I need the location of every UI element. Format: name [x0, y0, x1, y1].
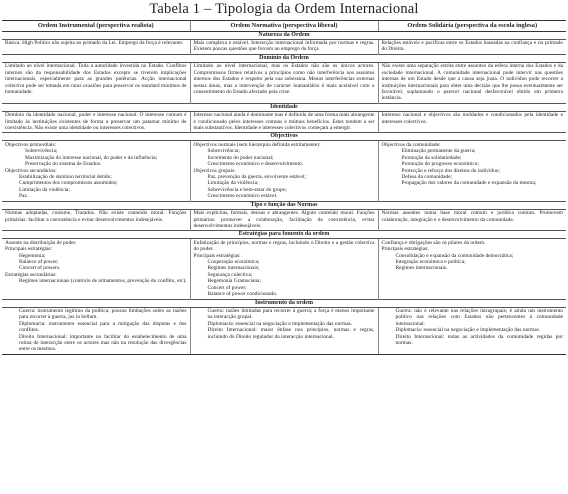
cell-line: Normas adoptadas, costume, Tratados. Não existe conteúdo moral. Funções primárias: facilitar a coexistência e evitar desenvolvimentos indesejáveis.	[5, 210, 187, 223]
table-cell	[378, 39, 566, 54]
table-cell	[2, 307, 190, 354]
cell-line: Consolidação e expansão da comunidade democrática;	[395, 252, 514, 259]
cell-line: Protecção e reforço dos direitos do indivíduo;	[401, 167, 501, 174]
table-row	[2, 239, 566, 299]
section-header-row	[2, 54, 566, 62]
cell-line: Principais estratégias:	[5, 246, 53, 253]
cell-line: Crescimento económico estável.	[207, 193, 278, 200]
table-cell	[190, 239, 378, 299]
table-row	[2, 39, 566, 54]
cell-line: Guerra: razões limitadas para recorrer à guerra; a força é menos importante na interacção grupal.	[207, 308, 375, 321]
cell-line: Diplomacia: instrumento essencial para a mitigação das disputas e dos conflitos.	[19, 320, 187, 334]
cell-line: Paz, prevenção da guerra, envolvente estável;	[207, 174, 306, 180]
cell-line: Maximização do interesse nacional, do poder e da influência;	[25, 154, 158, 161]
cell-line: Sobrevivência;	[207, 148, 240, 155]
cell-line: Direito Internacional: importante no facilitar do estabelecimento de uma rotina de interacção entre os actores mas não na resolução das divergências entre os mesmos.	[19, 333, 187, 353]
cell-line: Estratégias secundárias:	[5, 271, 57, 278]
cell-line: Propagação dos valores da comunidade e expansão da mesma;	[401, 180, 537, 187]
cell-line: Objectivos da comunidade:	[381, 141, 441, 148]
table-title: Tabela 1 – Tipologia da Ordem Internacional	[149, 1, 419, 17]
table-cell	[2, 239, 190, 299]
table-row	[2, 111, 566, 133]
table-body	[2, 31, 566, 354]
section-title: Domínio da Ordem	[2, 54, 566, 62]
table-cell	[190, 307, 378, 354]
table-cell	[190, 62, 378, 103]
table-row	[2, 141, 566, 201]
cell-line: Hegemonia Gramsciana;	[207, 278, 261, 285]
cell-line: Limitação da violência;	[19, 186, 70, 193]
section-title: Natureza da Ordem	[2, 31, 566, 39]
section-header-row	[2, 299, 566, 307]
cell-line: Preservação do sistema de Estados.	[25, 161, 102, 168]
table-cell	[378, 307, 566, 354]
header-row	[2, 21, 566, 32]
cell-line: Estabilização do domínio territorial detido;	[19, 174, 112, 180]
section-header-row	[2, 231, 566, 239]
table-cell	[2, 111, 190, 133]
cell-line: Principais estratégias:	[381, 246, 429, 253]
cell-line: Direito Internacional: todas as actividades da comunidade regidas por normas.	[395, 333, 563, 347]
table-cell	[2, 39, 190, 54]
cell-line: Objectivos secundários:	[5, 167, 57, 174]
cell-line: Balance of power condicionado.	[207, 291, 278, 298]
cell-line: Segurança colectiva;	[207, 271, 253, 278]
header-instrumental: Ordem Instrumental (perspectiva realista)	[2, 21, 190, 32]
cell-line: Balance of power;	[19, 259, 59, 266]
cell-line: Cooperação económica;	[207, 259, 260, 266]
cell-line: Não existe uma separação estrita entre assuntos da esfera interna dos Estados e da sociedade internacional. A comunidade internacional pode intervir nas questões internas de um Estado desde que a causa seja justa. O indivíduo pode recorrer a instituições internacionais para obter uma decisão que lhe possa eventualmente ser favorável, suplantando o parecer nacional desfavorável obtido em primeira instância.	[381, 63, 563, 102]
cell-line: Mais complexa e estável. Interacção internacional informada por normas e regras. Existem poucas questões que forcem ao emprego da força	[193, 40, 375, 53]
table-row	[2, 209, 566, 231]
cell-line: Domínio da identidade nacional, poder e interesse nacional. O interesse comum é limitado às instituições existentes de forma a preservar um patamar mínimo de coexistência. Não existe uma identidade ou interesses colectivos.	[5, 112, 187, 132]
section-header-row	[2, 103, 566, 111]
table-cell	[190, 209, 378, 231]
table-row	[2, 62, 566, 103]
cell-line: Promoção da solidariedade;	[401, 154, 462, 161]
section-header-row	[2, 133, 566, 141]
cell-line: Limitado ao nível internacional, mas os Estados não são os únicos actores. Compromissos firmes relativos a princípios como não interferência nos assuntos internos dos Estados e respeito pela sua soberania. Menos interferências externas nestas áreas, mas a intervenção de carácter humanitário é mais aceitável com o consentimento do Estado afectado pela crise.	[193, 63, 375, 95]
cell-line: Paz.	[19, 193, 29, 200]
header-normativa: Ordem Normativa (perspectiva liberal)	[190, 21, 378, 32]
cell-line: Regimes internacionais (controlo de armamentos, prevenção do conflito, etc).	[19, 278, 187, 285]
typology-table	[2, 20, 566, 355]
cell-line: Guerra: instrumento legítimo da política; poucas limitações sobre as razões para recorrer à guerra, jus in bellum.	[19, 308, 187, 321]
table-cell	[378, 209, 566, 231]
cell-line: Regimes internacionais;	[207, 265, 260, 272]
cell-line: Diplomacia: essencial na negociação e implementação das normas.	[207, 320, 353, 327]
cell-line: Objectivos normais (sem hierarquia definida estritamente):	[193, 141, 321, 148]
cell-line: Mais explícitas, formais, densas e abrangentes. Algum conteúdo moral. Funções primárias: promover a colaboração, facilitação da coexistência, evitar desenvolvimentos indesejáveis.	[193, 210, 375, 229]
cell-line: Objectivos grupais:	[193, 167, 236, 174]
cell-line: Limitado ao nível internacional. Toda a autoridade investida no Estado. Conflitos internos são da responsabilidade dos Estados excepto se tiverem implicações internacionais, especialmente para as grandes potências. Acção internacional colectiva pode ser tomada em raras ocasiões para preservar os standard mínimos de humanidade.	[5, 63, 187, 95]
section-title: Tipo e função das Normas	[2, 201, 566, 209]
cell-line: Relações estáveis e pacíficas entre os Estados baseadas na confiança e no primado do Direito.	[381, 40, 563, 53]
section-title: Identidade	[2, 103, 566, 111]
table-cell	[378, 62, 566, 103]
cell-line: Crescimento económico e desenvolvimento.	[207, 161, 304, 168]
section-title: Objectivos	[2, 133, 566, 141]
cell-line: Sobrevivência;	[25, 148, 58, 155]
cell-line: Básica. High Politics não sujeita ao primado da Lei. Emprego da força é relevante.	[5, 40, 184, 46]
table-cell	[2, 62, 190, 103]
header-solidaria: Ordem Solidária (perspectiva da escola inglesa)	[378, 21, 566, 32]
cell-line: Direito Internacional: maior ênfase nos princípios, normas e regras, incluindo do Direito regulador da interacção internacional.	[207, 327, 375, 340]
cell-line: Confiança e obrigações são os pilares da ordem.	[381, 239, 486, 246]
cell-line: Hegemonia;	[19, 252, 46, 259]
cell-line: Promoção do progresso económico;	[401, 161, 479, 168]
table-cell	[190, 39, 378, 54]
cell-line: Regimes internacionais.	[395, 265, 448, 272]
cell-line: Integração económica e política;	[395, 259, 466, 266]
cell-line: Normas assentes numa base moral comum e jurídica comum. Promovem colaboração, integração e o desenvolvimento da comunidade.	[381, 210, 563, 223]
cell-line: Interesse nacional ainda é dominante mas é definido de uma forma mais abrangente e condicionado pelos interesses comuns e mútuos benefícios. Estes tendem a ser mais substantivos. Identidade e interesses colectivos começam a emergir.	[193, 112, 375, 132]
cell-line: Eliminação permanente da guerra;	[401, 148, 476, 155]
cell-line: Concert of power;	[207, 284, 247, 291]
table-cell	[378, 141, 566, 201]
table-cell	[190, 141, 378, 201]
cell-line: Assente na distribuição de poder.	[5, 239, 77, 246]
cell-line: Limitação da violência;	[207, 180, 259, 187]
cell-line: Defesa da comunidade;	[401, 174, 453, 180]
cell-line: Enfatização de princípios, normas e regras, incluindo o Direito e a gestão colectiva do poder.	[193, 239, 375, 253]
section-title: Estratégias para fomento da ordem	[2, 231, 566, 239]
cell-line: Cumprimentos dos compromissos assumidos;	[19, 180, 118, 187]
cell-line: Concert of powers.	[19, 265, 61, 272]
table-row	[2, 307, 566, 354]
cell-line: Incremento do poder nacional;	[207, 154, 274, 161]
cell-line: Objectivos primordiais:	[5, 141, 57, 148]
table-cell	[2, 209, 190, 231]
section-header-row	[2, 31, 566, 39]
table-cell	[190, 111, 378, 133]
cell-line: Interesse nacional e objectivos são moldados e condicionados pela identidade e interesses colectivos.	[381, 112, 563, 125]
table-cell	[378, 239, 566, 299]
cell-line: Guerra: não é relevante nas relações intragrupais; é ainda um instrumento político nas relações com Estados não pertencentes à comunidade internacional.	[395, 308, 563, 327]
cell-line: Sobrevivência e bem-estar do grupo;	[207, 186, 287, 193]
section-title: Instrumento da ordem	[2, 299, 566, 307]
cell-line: Diplomacia: essencial na negociação e implementação das normas.	[395, 327, 541, 334]
cell-line: Principais estratégias:	[193, 252, 241, 259]
table-cell	[378, 111, 566, 133]
section-header-row	[2, 201, 566, 209]
table-cell	[2, 141, 190, 201]
